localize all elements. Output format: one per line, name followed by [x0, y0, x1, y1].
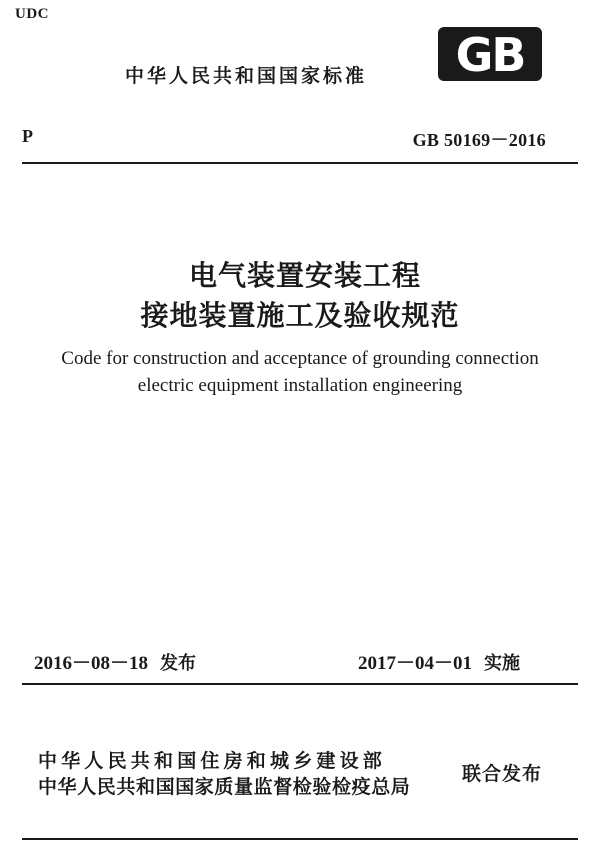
bottom-divider: [22, 838, 578, 840]
udc-label: UDC: [15, 6, 49, 22]
title-cn-line-1: 电气装置安装工程: [188, 259, 421, 292]
title-cn-line-2: 接地装置施工及验收规范: [140, 299, 460, 332]
top-divider: [22, 162, 578, 164]
joint-issue-label: 联合发布: [462, 763, 543, 785]
implement-date: 2017－04－01: [358, 653, 473, 674]
classification-code: P: [22, 126, 33, 146]
title-en-line-2: electric equipment installation engineering: [137, 375, 463, 396]
issue-date-block: [34, 648, 196, 675]
title-en-line-1: Code for construction and acceptance of grounding connection: [61, 348, 539, 369]
issue-date: 2016－08－18: [34, 653, 149, 674]
implement-label: 实施: [484, 653, 521, 674]
gb-logo-text: GB: [455, 28, 525, 82]
issuer-line-2: 中华人民共和国国家质量监督检验检疫总局: [38, 776, 411, 798]
implement-date-block: [358, 648, 520, 675]
gb-logo: [437, 26, 543, 82]
standard-number: GB 50169－2016: [412, 130, 546, 150]
issue-label: 发布: [160, 653, 197, 674]
issuer-line-1: 中华人民共和国住房和城乡建设部: [38, 750, 387, 772]
middle-divider: [22, 683, 578, 685]
national-standard-heading: 中华人民共和国国家标准: [125, 65, 368, 87]
